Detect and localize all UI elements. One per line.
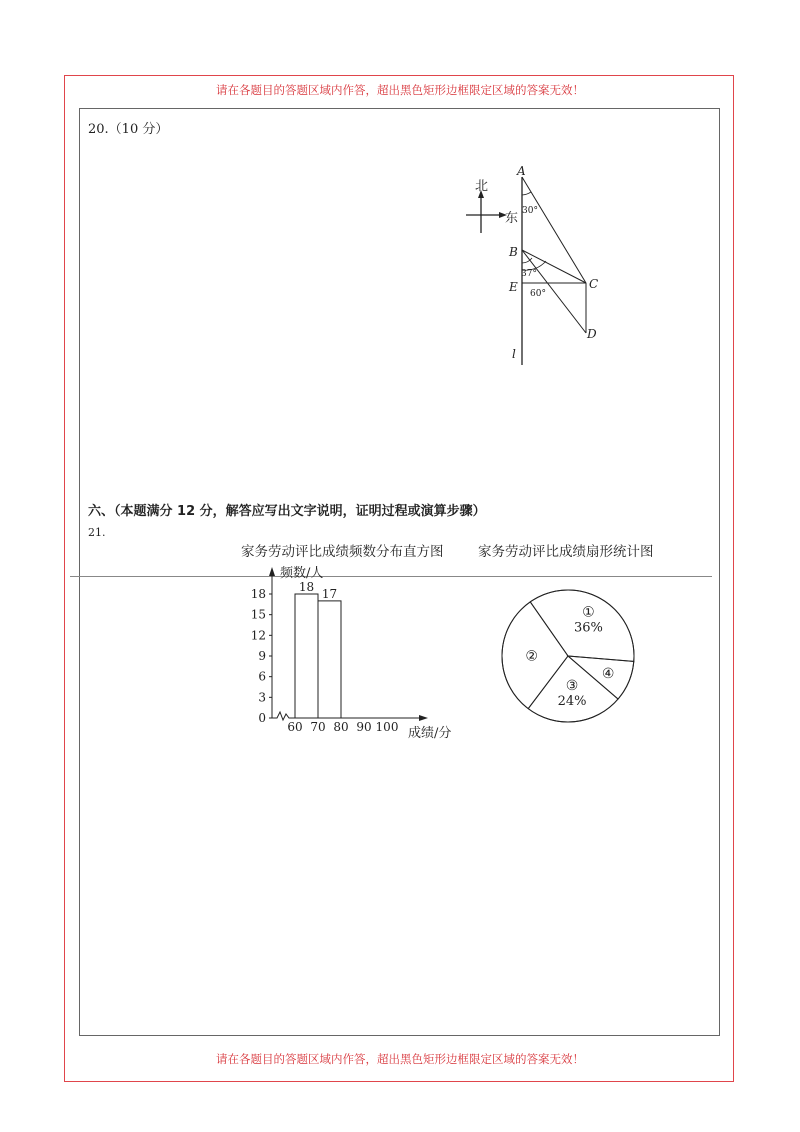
hist-y-tick-label: 15 — [250, 607, 266, 622]
bottom-notice: 请在各题目的答题区域内作答，超出黑色矩形边框限定区域的答案无效！ — [216, 1052, 584, 1066]
pie-slice-label: ③ — [565, 678, 579, 695]
hist-x-tick-label: 70 — [310, 720, 326, 734]
angle-37-label: 37° — [521, 269, 537, 279]
histogram-title: 家务劳动评比成绩频数分布直方图 — [241, 544, 444, 560]
line-l-label: l — [512, 347, 516, 361]
section-6-heading: 六、（本题满分 12 分，解答应写出文字说明，证明过程或演算步骤） — [88, 504, 486, 519]
question-21-label: 21. — [88, 526, 106, 539]
hist-y-tick-label: 18 — [250, 587, 266, 601]
pie-slice-value: 36% — [573, 620, 603, 636]
histogram-bar-label: 18 — [298, 580, 315, 594]
hist-y-tick-label: 6 — [258, 669, 266, 684]
point-D-label: D — [587, 327, 597, 341]
hist-x-tick-label: 90 — [356, 720, 372, 734]
histogram-bar-label: 17 — [321, 586, 338, 601]
compass-north-label: 北 — [475, 179, 489, 194]
pie-chart-title: 家务劳动评比成绩扇形统计图 — [478, 544, 654, 560]
pie-slice-label: ② — [525, 648, 538, 665]
hist-y-axis-label: 频数/人 — [280, 566, 324, 581]
angle-60-label: 60° — [530, 289, 546, 299]
hist-x-tick-label: 80 — [333, 720, 349, 734]
point-E-label: E — [509, 280, 518, 294]
question-20-label: 20.（10 分） — [88, 122, 169, 137]
hist-x-tick-label: 100 — [375, 720, 399, 734]
point-B-label: B — [509, 245, 518, 259]
hist-y-tick-label: 0 — [258, 711, 266, 725]
hist-x-axis-label: 成绩/分 — [408, 726, 452, 741]
angle-30-label: 30° — [522, 206, 538, 216]
pie-slice-label: ④ — [601, 665, 615, 682]
pie-slice-value: 24% — [557, 694, 587, 710]
hist-y-tick-label: 12 — [250, 628, 266, 643]
hist-x-tick-label: 60 — [287, 720, 303, 734]
point-A-label: A — [517, 164, 526, 178]
hist-y-tick-label: 9 — [258, 649, 266, 663]
point-C-label: C — [589, 277, 599, 291]
top-notice: 请在各题目的答题区域内作答，超出黑色矩形边框限定区域的答案无效！ — [216, 83, 584, 97]
pie-slice-label: ① — [582, 604, 595, 621]
compass-east-label: 东 — [505, 211, 519, 226]
hist-y-tick-label: 3 — [258, 690, 266, 705]
